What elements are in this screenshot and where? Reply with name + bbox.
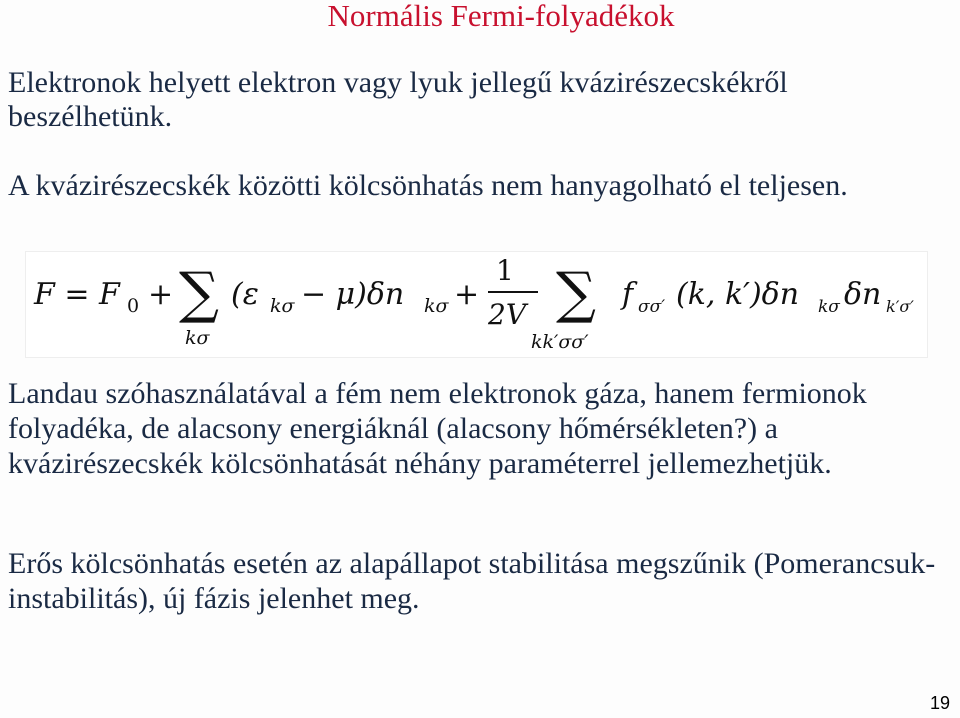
formula-args: (k, k′)δn (676, 277, 800, 312)
formula-dn1-sub: kσ (818, 297, 840, 317)
slide-title: Normális Fermi-folyadékok (327, 0, 675, 33)
formula-sub0: 0 (127, 295, 140, 317)
formula-lhs: F = F (34, 277, 120, 312)
sum-symbol-1: ∑ (179, 261, 219, 326)
formula-plus-1: + (148, 277, 174, 312)
landau-energy-formula (25, 251, 928, 358)
formula-term1: (ε (231, 277, 259, 312)
formula-dn2-sub: k′σ′ (886, 297, 914, 316)
formula-f-sub: σσ′ (638, 297, 666, 317)
sum2-index: kk′σσ′ (531, 331, 589, 353)
formula-term1-rest: − μ)δn (301, 277, 405, 312)
paragraph-pomeranchuk: Erős kölcsönhatás esetén az alapállapot stabilitása megszűnik (Pomerancsuk-instabilitás), új fázis jelenhet meg. (8, 547, 936, 615)
formula-plus-2: + (454, 277, 480, 312)
sum-symbol-2: ∑ (556, 261, 596, 326)
formula-dn2: δn (844, 277, 882, 312)
formula-term1-sub: kσ (270, 295, 295, 317)
fraction-numerator: 1 (496, 254, 514, 287)
paragraph-interaction: A kvázirészecskék közötti kölcsönhatás nem hanyagolható el teljesen. (8, 169, 848, 202)
paragraph-landau: Landau szóhasználatával a fém nem elektronok gáza, hanem fermionok folyadéka, de alacsony energiáknál (alacsony hőmérsékleten?) a kvázirészecskék kölcsönhatását néhány paraméterrel jellemezhetjük. (8, 377, 867, 480)
page-number: 19 (929, 693, 950, 713)
paragraph-quasiparticles: Elektronok helyett elektron vagy lyuk jellegű kvázirészecskékről beszélhetünk. (8, 66, 788, 133)
sum1-index: kσ (185, 327, 210, 349)
formula-f: f (622, 277, 634, 312)
formula-svg (26, 252, 927, 357)
fraction-denominator: 2V (488, 298, 527, 331)
formula-term1-sub2: kσ (424, 295, 449, 317)
